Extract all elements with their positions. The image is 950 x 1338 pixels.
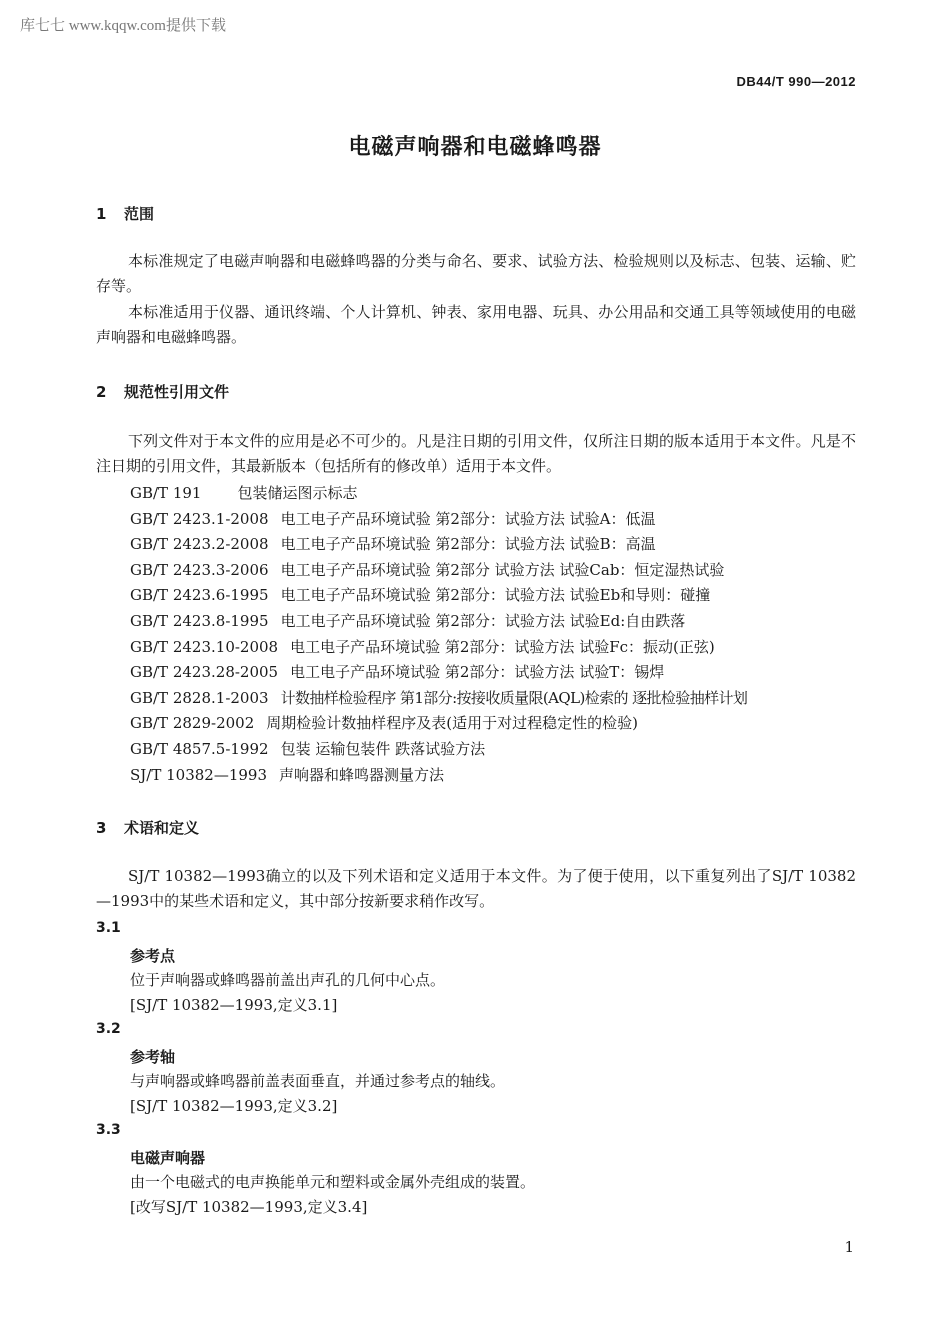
reference-code: SJ/T 10382—1993 bbox=[130, 765, 268, 784]
term-source: [改写SJ/T 10382—1993,定义3.4] bbox=[130, 1198, 368, 1216]
reference-code: GB/T 2423.8-1995 bbox=[130, 611, 269, 630]
reference-item bbox=[130, 558, 747, 584]
term-source: [SJ/T 10382—1993,定义3.2] bbox=[130, 1097, 338, 1115]
reference-code: GB/T 4857.5-1992 bbox=[130, 739, 269, 758]
reference-code: GB/T 2423.6-1995 bbox=[130, 586, 269, 605]
section-1-paragraph-1: 本标准规定了电磁声响器和电磁蜂鸣器的分类与命名、要求、试验方法、检验规则以及标志、包装、运输、贮存等。 bbox=[96, 252, 856, 295]
reference-item bbox=[130, 532, 747, 558]
reference-title: 计数抽样检验程序 第1部分:按接收质量限(AQL)检索的 逐批检验抽样计划 bbox=[280, 688, 748, 707]
section-title: 范围 bbox=[124, 205, 155, 223]
reference-item bbox=[130, 609, 747, 635]
reference-item bbox=[130, 763, 747, 789]
standard-code: DB44/T 990—2012 bbox=[736, 74, 856, 89]
term-number: 3.2 bbox=[96, 1021, 121, 1037]
reference-title: 电工电子产品环境试验 第2部分 试验方法 试验Cab：恒定湿热试验 bbox=[280, 560, 725, 579]
section-3-intro: SJ/T 10382—1993确立的以及下列术语和定义适用于本文件。为了便于使用，以下重复列出了SJ/T 10382—1993中的某些术语和定义，其中部分按新要求稍作改写。 bbox=[96, 867, 856, 910]
reference-code: GB/T 191 bbox=[130, 484, 202, 502]
reference-code: GB/T 2423.28-2005 bbox=[130, 663, 279, 682]
reference-list bbox=[130, 481, 747, 788]
reference-item bbox=[130, 507, 747, 533]
section-number: 1 bbox=[96, 205, 107, 223]
section-2-intro: 下列文件对于本文件的应用是必不可少的。凡是注日期的引用文件，仅所注日期的版本适用于本文件。凡是不注日期的引用文件，其最新版本（包括所有的修改单）适用于本文件。 bbox=[96, 432, 856, 475]
section-title: 术语和定义 bbox=[124, 819, 200, 837]
reference-title: 包装储运图示标志 bbox=[237, 484, 358, 502]
reference-code: GB/T 2423.10-2008 bbox=[130, 637, 279, 656]
section-2-heading bbox=[96, 381, 229, 402]
term-source: [SJ/T 10382—1993,定义3.1] bbox=[130, 996, 338, 1014]
term-number: 3.3 bbox=[96, 1122, 121, 1138]
reference-item bbox=[130, 686, 747, 712]
page-number: 1 bbox=[844, 1238, 854, 1256]
reference-code: GB/T 2423.3-2006 bbox=[130, 560, 269, 579]
term-definition: 位于声响器或蜂鸣器前盖出声孔的几何中心点。 bbox=[130, 971, 446, 989]
reference-item bbox=[130, 481, 747, 507]
section-1-paragraph-2: 本标准适用于仪器、通讯终端、个人计算机、钟表、家用电器、玩具、办公用品和交通工具等领域使用的电磁声响器和电磁蜂鸣器。 bbox=[96, 303, 856, 346]
section-3-heading bbox=[96, 817, 199, 838]
reference-item bbox=[130, 660, 747, 686]
reference-code: GB/T 2828.1-2003 bbox=[130, 688, 269, 707]
reference-title: 电工电子产品环境试验 第2部分：试验方法 试验B：高温 bbox=[280, 535, 656, 554]
reference-item bbox=[130, 711, 747, 737]
reference-title: 电工电子产品环境试验 第2部分：试验方法 试验A：低温 bbox=[280, 509, 656, 528]
watermark-text: 库七七 www.kqqw.com提供下载 bbox=[20, 18, 226, 34]
document-title: 电磁声响器和电磁蜂鸣器 bbox=[348, 135, 602, 160]
section-number: 3 bbox=[96, 819, 107, 837]
section-title: 规范性引用文件 bbox=[124, 383, 230, 401]
reference-item bbox=[130, 635, 747, 661]
reference-code: GB/T 2423.2-2008 bbox=[130, 535, 269, 554]
reference-title: 电工电子产品环境试验 第2部分：试验方法 试验Ed:自由跌落 bbox=[280, 611, 686, 630]
term-name: 参考轴 bbox=[130, 1048, 176, 1066]
reference-title: 电工电子产品环境试验 第2部分：试验方法 试验Fc：振动(正弦) bbox=[290, 637, 715, 656]
reference-title: 周期检验计数抽样程序及表(适用于对过程稳定性的检验) bbox=[266, 714, 638, 733]
reference-title: 声响器和蜂鸣器测量方法 bbox=[279, 765, 445, 784]
reference-item bbox=[130, 737, 747, 763]
term-number: 3.1 bbox=[96, 920, 121, 936]
term-name: 电磁声响器 bbox=[130, 1149, 206, 1167]
section-1-heading bbox=[96, 203, 154, 224]
term-definition: 由一个电磁式的电声换能单元和塑料或金属外壳组成的装置。 bbox=[130, 1173, 536, 1191]
reference-title: 电工电子产品环境试验 第2部分：试验方法 试验Eb和导则：碰撞 bbox=[280, 586, 711, 605]
reference-title: 包装 运输包装件 跌落试验方法 bbox=[280, 739, 486, 758]
reference-title: 电工电子产品环境试验 第2部分：试验方法 试验T：锡焊 bbox=[290, 663, 665, 682]
section-number: 2 bbox=[96, 383, 107, 401]
term-name: 参考点 bbox=[130, 947, 176, 965]
term-definition: 与声响器或蜂鸣器前盖表面垂直，并通过参考点的轴线。 bbox=[130, 1072, 506, 1090]
reference-code: GB/T 2423.1-2008 bbox=[130, 509, 269, 528]
reference-item bbox=[130, 583, 747, 609]
reference-code: GB/T 2829-2002 bbox=[130, 714, 255, 733]
